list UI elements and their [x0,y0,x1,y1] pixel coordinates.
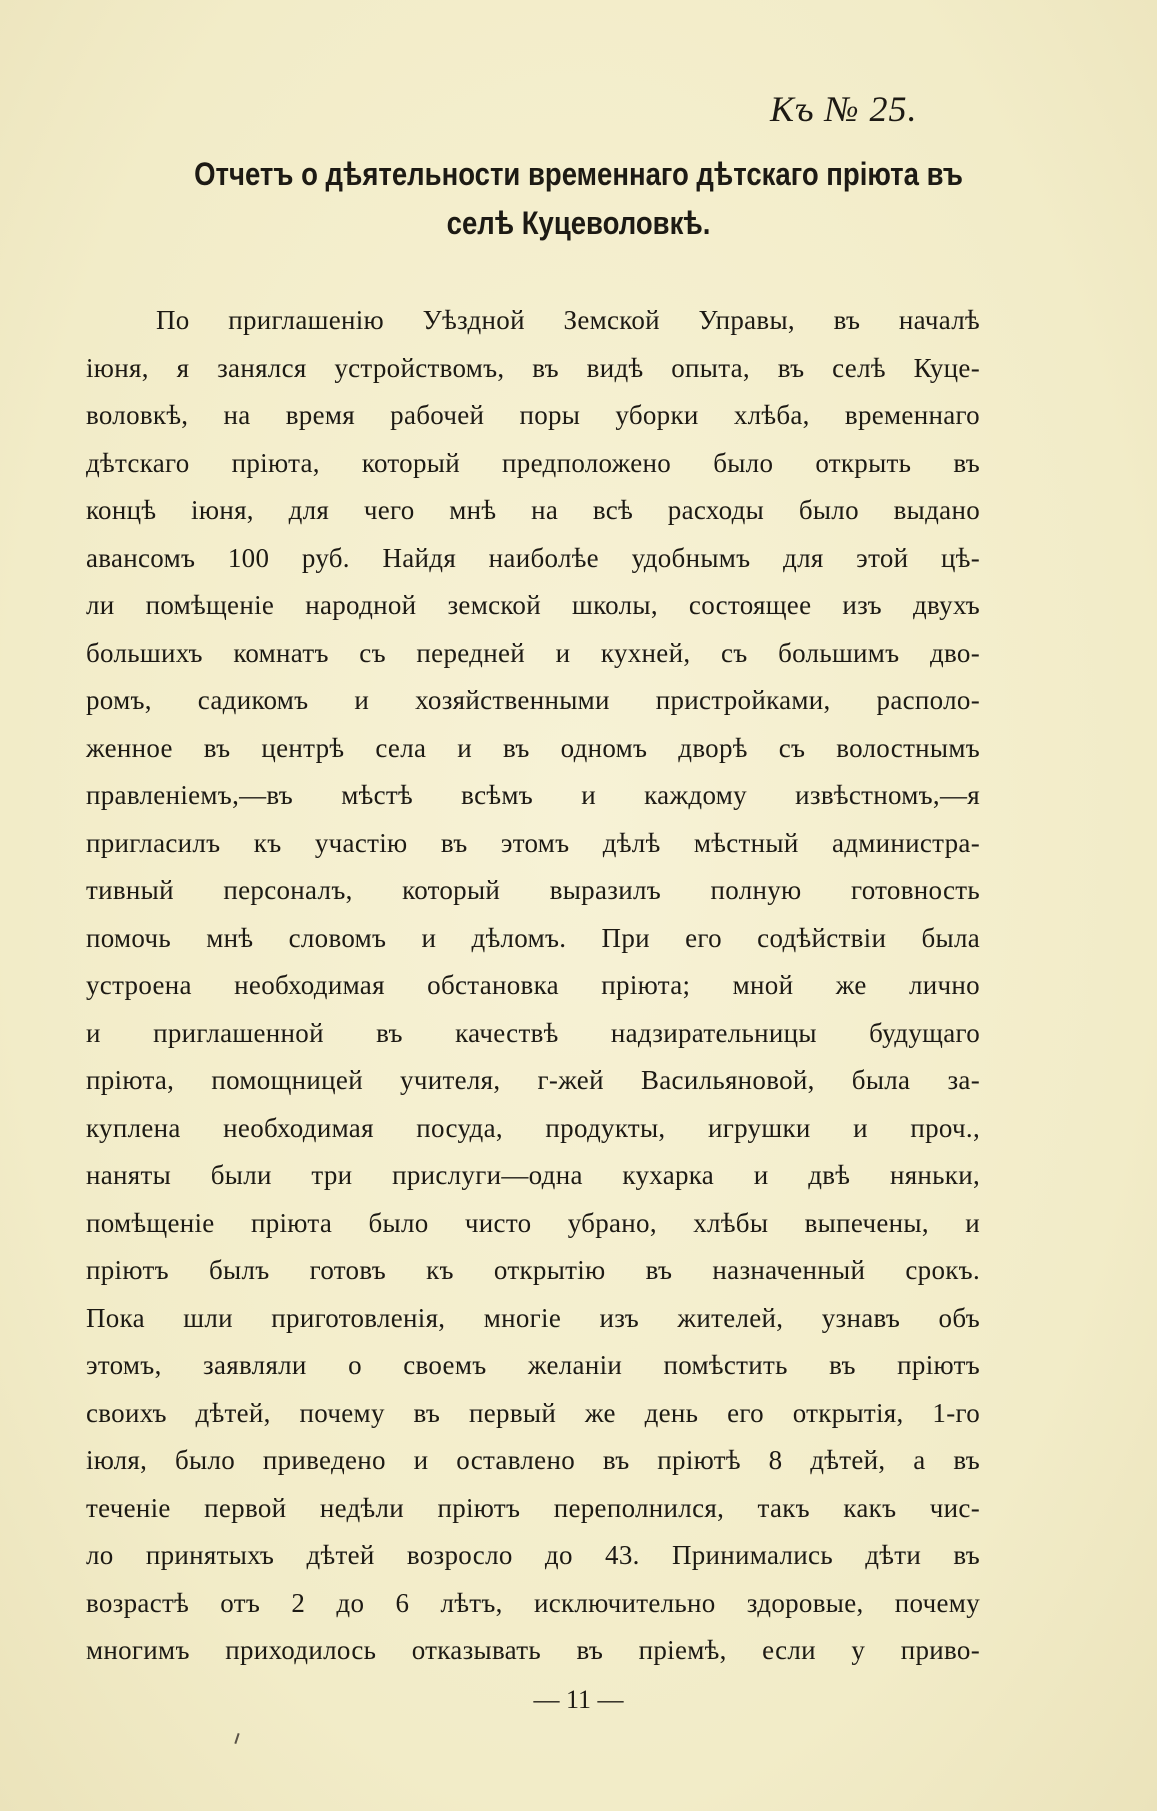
text-line: ли помѣщеніе народной земской школы, состоящее изъ двухъ [86,590,980,620]
text-line: большихъ комнатъ съ передней и кухней, съ большимъ дво- [86,637,980,668]
body-paragraph [86,297,980,1675]
text-line: пріютъ былъ готовъ къ открытію въ назначенный срокъ. [86,1255,980,1285]
text-line: помочь мнѣ словомъ и дѣломъ. При его содѣйствіи была [86,922,980,953]
text-line: пріюта, помощницей учителя, г-жей Васильяновой, была за- [86,1065,980,1095]
page-number: — 11 — [533,1685,624,1714]
title-line: селѣ Куцеволовкѣ. [446,205,711,241]
text-line: тивный персоналъ, который выразилъ полную готовность [86,875,980,905]
text-line: помѣщеніе пріюта было чисто убрано, хлѣбы выпечены, и [86,1207,980,1238]
text-line: іюня, я занялся устройствомъ, въ видѣ опыта, въ селѣ Куце- [86,352,980,383]
text-line: Пока шли приготовленія, многіе изъ жителей, узнавъ объ [86,1302,980,1333]
document-reference: Къ № 25. [770,89,918,129]
text-line: своихъ дѣтей, почему въ первый же день его открытія, 1-го [86,1397,980,1428]
ink-mark [234,1733,239,1744]
title-line: Отчетъ о дѣятельности временнаго дѣтскаго пріюта въ [194,156,963,192]
text-line: По приглашенію Уѣздной Земской Управы, въ началѣ [156,305,980,335]
text-line: ромъ, садикомъ и хозяйственными пристройками, располо- [86,685,980,715]
text-line: многимъ приходилось отказывать въ пріемѣ, если у приво- [86,1635,980,1665]
text-line: авансомъ 100 руб. Найдя наиболѣе удобнымъ для этой цѣ- [86,542,980,573]
text-line: пригласилъ къ участію въ этомъ дѣлѣ мѣстный администра- [86,827,980,858]
text-line: устроена необходимая обстановка пріюта; мной же лично [86,970,980,1000]
text-line: возрастѣ отъ 2 до 6 лѣтъ, исключительно здоровые, почему [86,1587,980,1618]
text-line: куплена необходимая посуда, продукты, игрушки и проч., [86,1112,980,1143]
text-line: женное въ центрѣ села и въ одномъ дворѣ съ волостнымъ [86,732,980,763]
text-line: іюля, было приведено и оставлено въ пріютѣ 8 дѣтей, а въ [86,1445,980,1475]
text-line: правленіемъ,—въ мѣстѣ всѣмъ и каждому извѣстномъ,—я [86,780,980,810]
page-title [133,150,1025,248]
text-line: концѣ іюня, для чего мнѣ на всѣ расходы было выдано [86,495,980,525]
text-line: ло принятыхъ дѣтей возросло до 43. Принимались дѣти въ [86,1540,980,1570]
text-line: и приглашенной въ качествѣ надзирательницы будущаго [86,1017,980,1048]
text-line: этомъ, заявляли о своемъ желаніи помѣстить въ пріютъ [86,1350,980,1380]
text-line: воловкѣ, на время рабочей поры уборки хлѣба, временнаго [86,400,980,430]
text-line: наняты были три прислуги—одна кухарка и двѣ няньки, [86,1160,980,1190]
text-line: дѣтскаго пріюта, который предположено было открыть въ [86,447,980,478]
text-line: теченіе первой недѣли пріютъ переполнился, такъ какъ чис- [86,1492,980,1523]
